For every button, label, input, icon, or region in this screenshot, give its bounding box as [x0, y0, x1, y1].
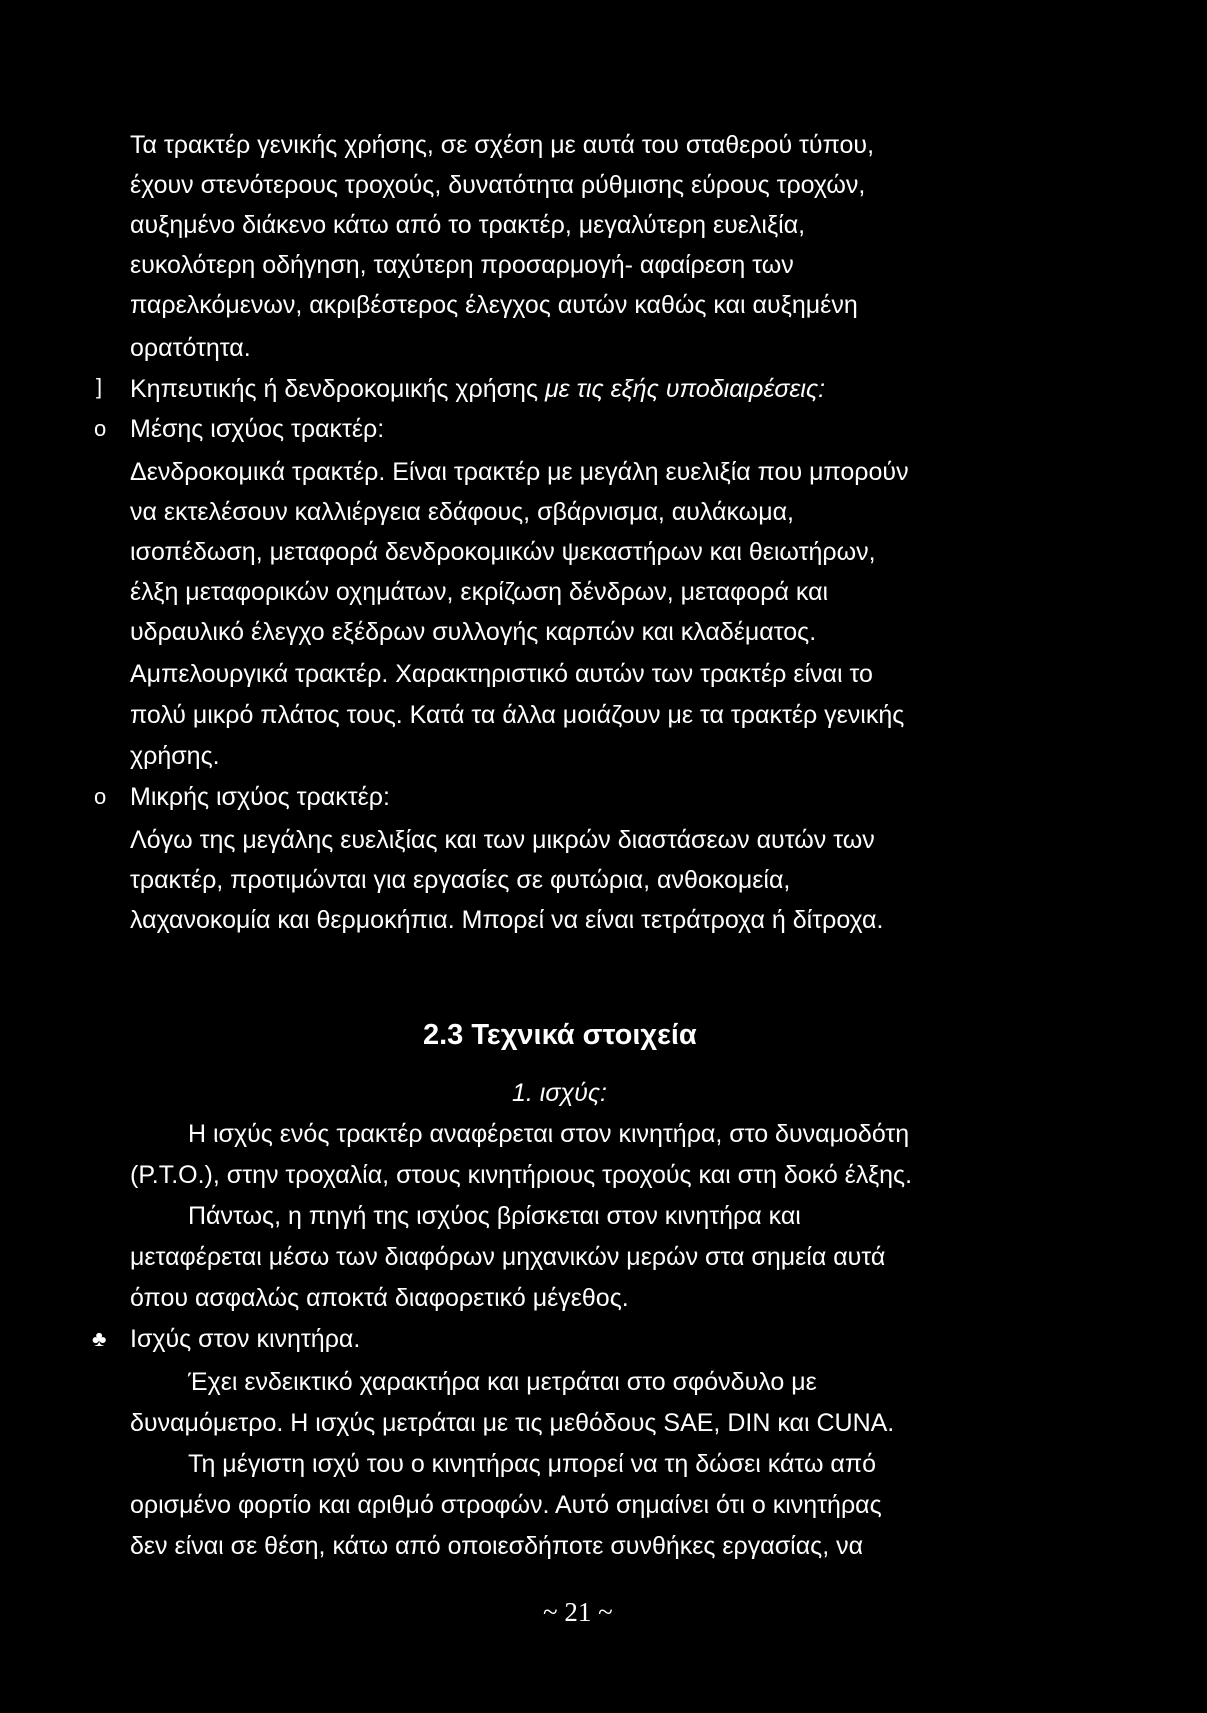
text-line: Δενδροκομικά τρακτέρ. Είναι τρακτέρ με μεγάλη ευελιξία που μπορούν	[130, 458, 909, 486]
text-line: μεταφέρεται μέσω των διαφόρων μηχανικών μερών στα σημεία αυτά	[130, 1243, 886, 1271]
text-line: Λόγω της μεγάλης ευελιξίας και των μικρών διαστάσεων αυτών των	[130, 826, 875, 854]
text-line: πολύ μικρό πλάτος τους. Κατά τα άλλα μοιάζουν με τα τρακτέρ γενικής	[130, 701, 905, 729]
section-heading: 2.3 Τεχνικά στοιχεία	[423, 1019, 697, 1051]
club-bullet-icon: ♣	[92, 1326, 107, 1351]
list-item-title: Ισχύς στον κινητήρα.	[130, 1325, 361, 1353]
text-line: έλξη μεταφορικών οχημάτων, εκρίζωση δένδρων, μεταφορά και	[130, 578, 829, 606]
text-line: δυναμόμετρο. Η ισχύς μετράται με τις μεθόδους SAE, DIN και CUNA.	[130, 1409, 895, 1437]
text-line: Η ισχύς ενός τρακτέρ αναφέρεται στον κινητήρα, στο δυναμοδότη	[188, 1120, 910, 1148]
text-line: τρακτέρ, προτιμώνται για εργασίες σε φυτώρια, ανθοκομεία,	[130, 866, 791, 894]
subheading: 1. ισχύς:	[512, 1079, 607, 1107]
text-line: παρελκόμενων, ακριβέστερος έλεγχος αυτών καθώς και αυξημένη	[130, 291, 858, 319]
text-line: Πάντως, η πηγή της ισχύος βρίσκεται στον κινητήρα και	[188, 1202, 801, 1230]
page-number: ~ 21 ~	[543, 1597, 613, 1627]
text-line: έχουν στενότερους τροχούς, δυνατότητα ρύθμισης εύρους τροχών,	[130, 171, 866, 199]
list-item-title: Μικρής ισχύος τρακτέρ:	[130, 783, 390, 811]
text-line: ορισμένο φορτίο και αριθμό στροφών. Αυτό σημαίνει ότι ο κινητήρας	[130, 1491, 882, 1519]
text-line: (P.T.O.), στην τροχαλία, στους κινητήριους τροχούς και στη δοκό έλξης.	[130, 1161, 913, 1189]
text-line: Έχει ενδεικτικό χαρακτήρα και μετράται στο σφόνδυλο με	[188, 1368, 817, 1396]
text-line: Κηπευτικής ή δενδροκομικής χρήσης	[130, 375, 545, 403]
text-line: ευκολότερη οδήγηση, ταχύτερη προσαρμογή- αφαίρεση των	[130, 251, 794, 279]
list-item-kipeutikis	[130, 374, 825, 404]
text-line: να εκτελέσουν καλλιέργεια εδάφους, σβάρνισμα, αυλάκωμα,	[130, 498, 795, 526]
text-line: Αμπελουργικά τρακτέρ. Χαρακτηριστικό αυτών των τρακτέρ είναι το	[130, 660, 873, 688]
text-line: υδραυλικό έλεγχο εξέδρων συλλογής καρπών και κλαδέματος.	[130, 618, 817, 646]
text-line: ισοπέδωση, μεταφορά δενδροκομικών ψεκαστήρων και θειωτήρων,	[130, 538, 876, 566]
text-line: χρήσης.	[130, 742, 220, 770]
list-item-title: Μέσης ισχύος τρακτέρ:	[130, 415, 385, 443]
text-line: Τα τρακτέρ γενικής χρήσης, σε σχέση με αυτά του σταθερού τύπου,	[130, 131, 875, 159]
text-line: λαχανοκομία και θερμοκήπια. Μπορεί να είναι τετράτροχα ή δίτροχα.	[130, 906, 884, 934]
text-line: Τη μέγιστη ισχύ του ο κινητήρας μπορεί να τη δώσει κάτω από	[188, 1450, 877, 1478]
bullet-circle: o	[94, 784, 107, 809]
italic-text: με τις εξής υποδιαιρέσεις:	[544, 375, 826, 403]
bracket-mark: ]	[96, 374, 103, 399]
text-line: ορατότητα.	[130, 334, 251, 362]
text-line: όπου ασφαλώς αποκτά διαφορετικό μέγεθος.	[130, 1284, 629, 1312]
bullet-circle: o	[94, 416, 107, 441]
text-line: αυξημένο διάκενο κάτω από το τρακτέρ, μεγαλύτερη ευελιξία,	[130, 211, 806, 239]
text-line: δεν είναι σε θέση, κάτω από οποιεσδήποτε συνθήκες εργασίας, να	[130, 1532, 864, 1560]
